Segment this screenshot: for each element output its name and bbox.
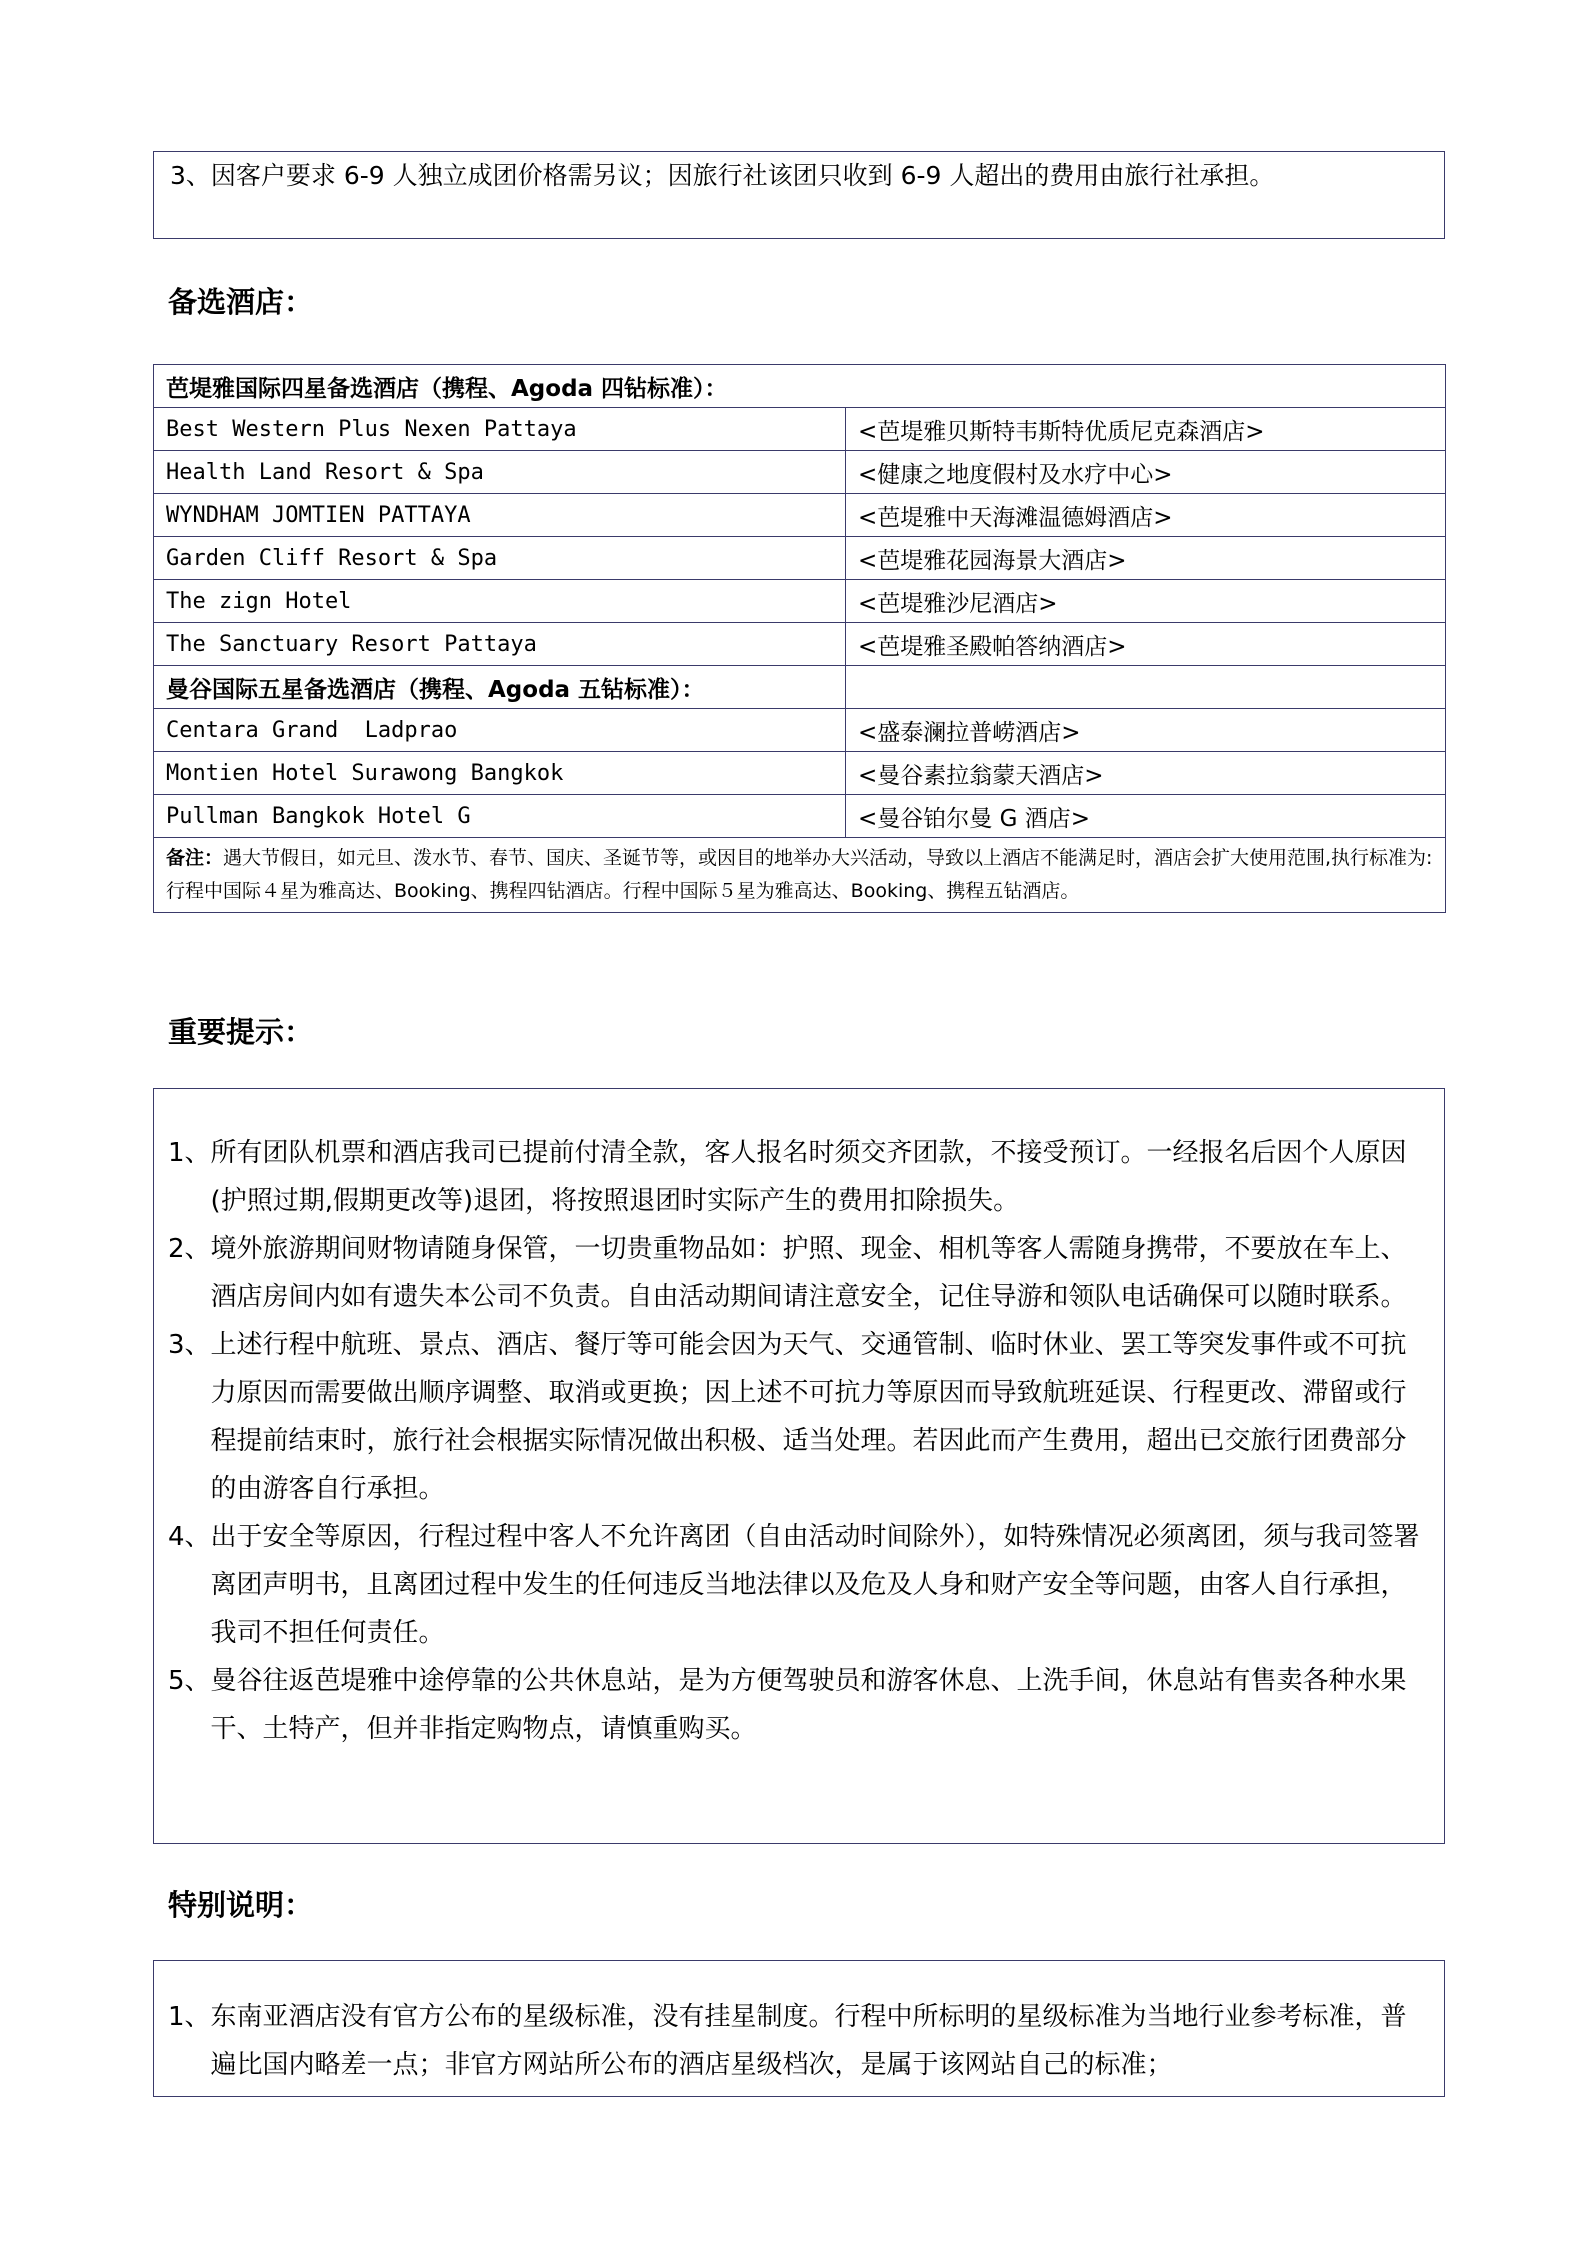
remark-row	[154, 838, 1446, 913]
special-heading: 特别说明：	[168, 1888, 314, 1922]
table-row	[154, 494, 1446, 537]
item-number: 4、	[168, 1522, 211, 1552]
list-item	[168, 1513, 1424, 1657]
item-number: 3、	[168, 1330, 211, 1360]
table-row	[154, 537, 1446, 580]
remark-label: 备注：	[166, 847, 224, 869]
list-item	[168, 1993, 1424, 2089]
hotel-en-name: Best Western Plus Nexen Pattaya	[154, 408, 846, 451]
table-row	[154, 795, 1446, 838]
hotel-en-name: Montien Hotel Surawong Bangkok	[154, 752, 846, 795]
hotel-cn-name: <盛泰澜拉普崂酒店>	[846, 709, 1446, 752]
top-note-box	[153, 151, 1445, 239]
item-text: 境外旅游期间财物请随身保管，一切贵重物品如：护照、现金、相机等客人需随身携带，不要放在车上、酒店房间内如有遗失本公司不负责。自由活动期间请注意安全，记住导游和领队电话确保可以随时联系。	[210, 1234, 1407, 1312]
item-text: 上述行程中航班、景点、酒店、餐厅等可能会因为天气、交通管制、临时休业、罢工等突发事件或不可抗力原因而需要做出顺序调整、取消或更换；因上述不可抗力等原因而导致航班延误、行程更改、滞留或行程提前结束时，旅行社会根据实际情况做出积极、适当处理。若因此而产生费用，超出已交旅行团费部分的由游客自行承担。	[210, 1330, 1407, 1504]
hotel-cn-name: <曼谷铂尔曼 G 酒店>	[846, 795, 1446, 838]
item-number: 2、	[168, 1234, 211, 1264]
hotel-en-name: Health Land Resort & Spa	[154, 451, 846, 494]
pattaya-header: 芭堤雅国际四星备选酒店（携程、Agoda 四钻标准）：	[154, 365, 1446, 408]
hotel-en-name: Garden Cliff Resort & Spa	[154, 537, 846, 580]
hotel-cn-name: <芭堤雅贝斯特韦斯特优质尼克森酒店>	[846, 408, 1446, 451]
remark-cell	[154, 838, 1446, 913]
hotel-cn-name: <芭堤雅沙尼酒店>	[846, 580, 1446, 623]
special-box	[153, 1960, 1445, 2097]
table-row	[154, 709, 1446, 752]
item-text: 曼谷往返芭堤雅中途停靠的公共休息站，是为方便驾驶员和游客休息、上洗手间，休息站有售卖各种水果干、土特产，但并非指定购物点，请慎重购买。	[210, 1666, 1407, 1744]
list-item	[168, 1129, 1424, 1225]
alt-hotels-table	[153, 364, 1446, 913]
hotel-cn-name: <芭堤雅花园海景大酒店>	[846, 537, 1446, 580]
alt-hotels-heading: 备选酒店：	[168, 285, 314, 319]
hotel-en-name: WYNDHAM JOMTIEN PATTAYA	[154, 494, 846, 537]
hotel-en-name: Centara Grand Ladprao	[154, 709, 846, 752]
remark-text: 遇大节假日，如元旦、泼水节、春节、国庆、圣诞节等，或因目的地举办大兴活动，导致以上酒店不能满足时，酒店会扩大使用范围,执行标准为:行程中国际４星为雅高达、Booking、携程四钻酒店。行程中国际５星为雅高达、Booking、携程五钻酒店。	[166, 847, 1433, 902]
item-text: 所有团队机票和酒店我司已提前付清全款，客人报名时须交齐团款，不接受预订。一经报名后因个人原因(护照过期,假期更改等)退团，将按照退团时实际产生的费用扣除损失。	[210, 1138, 1407, 1216]
pattaya-header-row	[154, 365, 1446, 408]
hotel-en-name: The Sanctuary Resort Pattaya	[154, 623, 846, 666]
hotel-cn-name: <健康之地度假村及水疗中心>	[846, 451, 1446, 494]
item-number: 1、	[168, 1138, 211, 1168]
table-row	[154, 451, 1446, 494]
item-number: 1、	[168, 2002, 211, 2032]
table-row	[154, 623, 1446, 666]
list-item	[168, 1225, 1424, 1321]
table-row	[154, 408, 1446, 451]
important-box	[153, 1088, 1445, 1844]
list-item	[168, 1657, 1424, 1753]
top-note-text: 3、因客户要求 6-9 人独立成团价格需另议；因旅行社该团只收到 6-9 人超出的费用由旅行社承担。	[170, 161, 1275, 190]
hotel-cn-name: <芭堤雅圣殿帕答纳酒店>	[846, 623, 1446, 666]
bangkok-header-row	[154, 666, 1446, 709]
table-row	[154, 580, 1446, 623]
bangkok-header: 曼谷国际五星备选酒店（携程、Agoda 五钻标准）：	[154, 666, 846, 709]
empty-cell	[846, 666, 1446, 709]
important-heading: 重要提示：	[168, 1015, 314, 1049]
item-number: 5、	[168, 1666, 211, 1696]
item-text: 东南亚酒店没有官方公布的星级标准，没有挂星制度。行程中所标明的星级标准为当地行业参考标准，普遍比国内略差一点；非官方网站所公布的酒店星级档次，是属于该网站自己的标准；	[210, 2002, 1407, 2080]
list-item	[168, 1321, 1424, 1513]
hotel-cn-name: <曼谷素拉翁蒙天酒店>	[846, 752, 1446, 795]
hotel-cn-name: <芭堤雅中天海滩温德姆酒店>	[846, 494, 1446, 537]
table-row	[154, 752, 1446, 795]
item-text: 出于安全等原因，行程过程中客人不允许离团（自由活动时间除外），如特殊情况必须离团，须与我司签署离团声明书，且离团过程中发生的任何违反当地法律以及危及人身和财产安全等问题，由客人自行承担，我司不担任何责任。	[210, 1522, 1420, 1648]
hotel-en-name: The zign Hotel	[154, 580, 846, 623]
hotel-en-name: Pullman Bangkok Hotel G	[154, 795, 846, 838]
